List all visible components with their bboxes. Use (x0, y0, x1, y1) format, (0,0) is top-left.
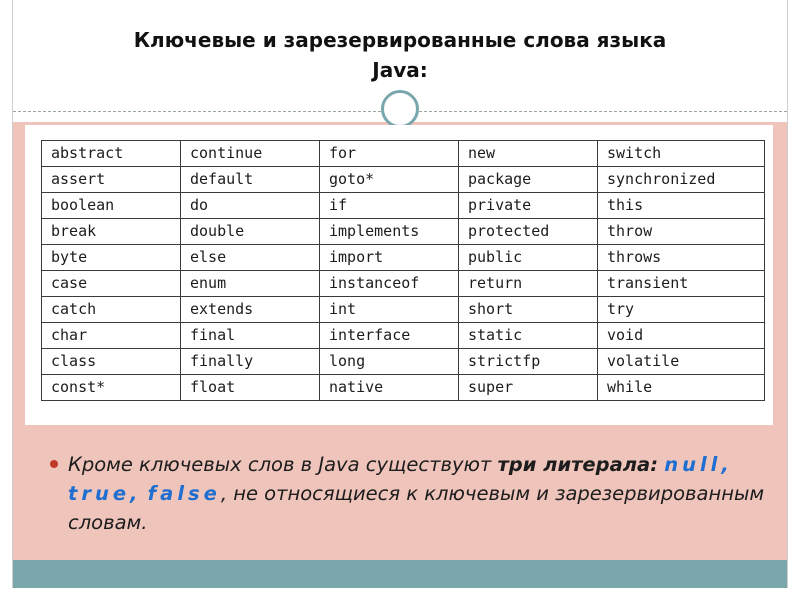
keyword-cell: catch (42, 297, 181, 323)
keyword-cell: float (181, 375, 320, 401)
keyword-cell: enum (181, 271, 320, 297)
keyword-cell: char (42, 323, 181, 349)
keyword-cell: instanceof (320, 271, 459, 297)
keyword-cell: interface (320, 323, 459, 349)
keywords-table (41, 140, 765, 401)
keyword-cell: assert (42, 167, 181, 193)
literal-sep-1: , (721, 453, 733, 476)
keyword-cell: int (320, 297, 459, 323)
keyword-cell: finally (181, 349, 320, 375)
keyword-cell: goto* (320, 167, 459, 193)
table-row (42, 297, 765, 323)
title-line-2: Java: (372, 58, 428, 82)
keyword-cell: extends (181, 297, 320, 323)
keyword-cell: package (459, 167, 598, 193)
divider-left (13, 111, 381, 112)
keyword-cell: strictfp (459, 349, 598, 375)
keyword-cell: do (181, 193, 320, 219)
table-row (42, 323, 765, 349)
keyword-cell: for (320, 141, 459, 167)
keyword-cell: return (459, 271, 598, 297)
keyword-cell: this (598, 193, 765, 219)
keyword-cell: case (42, 271, 181, 297)
keyword-cell: super (459, 375, 598, 401)
keyword-cell: synchronized (598, 167, 765, 193)
keywords-table-panel (25, 125, 773, 425)
footer-band (13, 560, 787, 588)
keyword-cell: class (42, 349, 181, 375)
note-text-a: Кроме ключевых слов в Java существуют (68, 453, 498, 476)
table-row (42, 271, 765, 297)
keyword-cell: new (459, 141, 598, 167)
keyword-cell: while (598, 375, 765, 401)
keyword-cell: switch (598, 141, 765, 167)
keyword-cell: private (459, 193, 598, 219)
table-row (42, 141, 765, 167)
keyword-cell: protected (459, 219, 598, 245)
table-row (42, 245, 765, 271)
table-row (42, 167, 765, 193)
keyword-cell: long (320, 349, 459, 375)
keyword-cell: else (181, 245, 320, 271)
keyword-cell: throw (598, 219, 765, 245)
literal-null: null (664, 453, 722, 476)
keyword-cell: break (42, 219, 181, 245)
keyword-cell: public (459, 245, 598, 271)
table-row (42, 375, 765, 401)
divider-right (419, 111, 787, 112)
literal-true: true (68, 482, 131, 505)
literal-sep-2: , (130, 482, 142, 505)
keyword-cell: continue (181, 141, 320, 167)
literal-false: false (147, 482, 221, 505)
table-row (42, 193, 765, 219)
title-line-1: Ключевые и зарезервированные слова языка (133, 28, 667, 52)
keyword-cell: const* (42, 375, 181, 401)
table-row (42, 349, 765, 375)
keyword-cell: double (181, 219, 320, 245)
keyword-cell: abstract (42, 141, 181, 167)
keyword-cell: native (320, 375, 459, 401)
keyword-cell: boolean (42, 193, 181, 219)
keyword-cell: short (459, 297, 598, 323)
keyword-cell: throws (598, 245, 765, 271)
divider-circle-ornament (381, 90, 419, 128)
keyword-cell: volatile (598, 349, 765, 375)
note-bold-text: три литерала: (497, 453, 659, 476)
note-text-c: , не относящиеся к ключевым и зарезервированным словам. (68, 482, 765, 534)
literals-note (46, 450, 776, 537)
keyword-cell: try (598, 297, 765, 323)
keyword-cell: transient (598, 271, 765, 297)
slide-frame-right (787, 0, 788, 588)
keyword-cell: implements (320, 219, 459, 245)
slide-title (13, 25, 787, 85)
keyword-cell: if (320, 193, 459, 219)
table-row (42, 219, 765, 245)
keyword-cell: default (181, 167, 320, 193)
keyword-cell: static (459, 323, 598, 349)
keyword-cell: import (320, 245, 459, 271)
keyword-cell: void (598, 323, 765, 349)
keyword-cell: final (181, 323, 320, 349)
keyword-cell: byte (42, 245, 181, 271)
